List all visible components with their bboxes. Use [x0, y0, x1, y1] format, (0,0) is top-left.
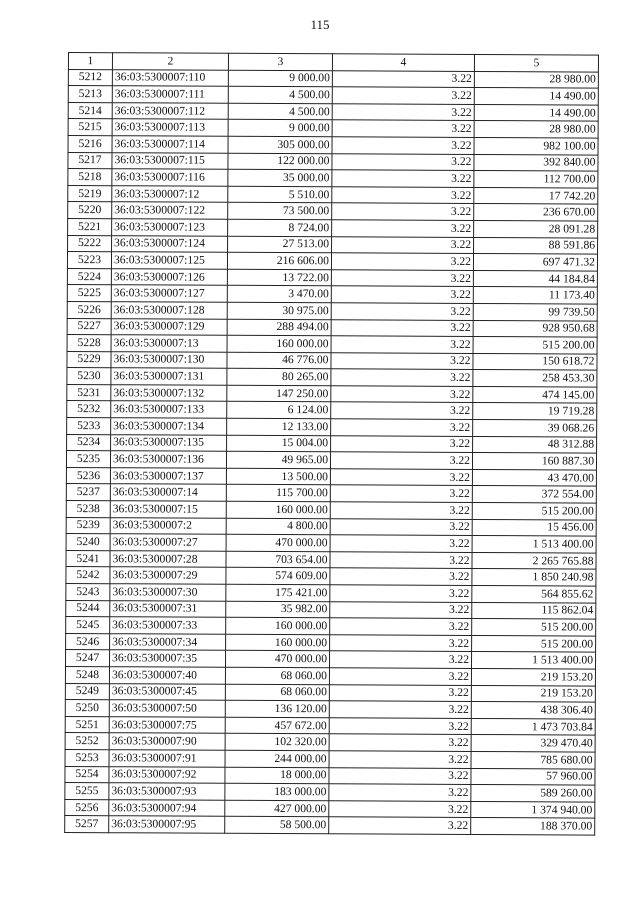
value-cell: 18 000.00: [225, 767, 329, 784]
amount-cell: 115 862.04: [472, 602, 596, 619]
column-header-2: 2: [112, 53, 228, 70]
value-cell: 8 724.00: [228, 219, 332, 236]
rate-cell: 3.22: [331, 253, 473, 270]
row-number-cell: 5239: [66, 517, 110, 534]
row-number-cell: 5234: [67, 434, 111, 451]
row-number-cell: 5212: [68, 69, 112, 86]
amount-cell: 17 742.20: [474, 187, 598, 204]
rate-cell: 3.22: [330, 618, 472, 635]
rate-cell: 3.22: [332, 203, 474, 220]
cadastral-number-cell: 36:03:5300007:130: [111, 351, 227, 368]
row-number-cell: 5240: [66, 534, 110, 551]
rate-cell: 3.22: [330, 552, 472, 569]
value-cell: 46 776.00: [227, 352, 331, 369]
rate-cell: 3.22: [332, 70, 474, 87]
row-number-cell: 5231: [67, 384, 111, 401]
row-number-cell: 5233: [67, 418, 111, 435]
cadastral-number-cell: 36:03:5300007:93: [109, 783, 225, 800]
row-number-cell: 5215: [68, 119, 112, 136]
rate-cell: 3.22: [331, 402, 473, 419]
value-cell: 305 000.00: [228, 136, 332, 153]
cadastral-number-cell: 36:03:5300007:34: [110, 633, 226, 650]
row-number-cell: 5224: [67, 268, 111, 285]
column-header-5: 5: [474, 54, 598, 71]
row-number-cell: 5227: [67, 318, 111, 335]
amount-cell: 372 554.00: [472, 486, 596, 503]
amount-cell: 329 470.40: [471, 735, 595, 752]
amount-cell: 188 370.00: [471, 818, 595, 835]
value-cell: 122 000.00: [228, 153, 332, 170]
cadastral-number-cell: 36:03:5300007:127: [111, 285, 227, 302]
value-cell: 183 000.00: [225, 783, 329, 800]
value-cell: 160 000.00: [226, 634, 330, 651]
amount-cell: 88 591.86: [474, 237, 598, 254]
amount-cell: 515 200.00: [472, 503, 596, 520]
cadastral-number-cell: 36:03:5300007:14: [110, 484, 226, 501]
cadastral-number-cell: 36:03:5300007:115: [112, 152, 228, 169]
table-row: [65, 816, 595, 835]
value-cell: 4 800.00: [226, 518, 330, 535]
amount-cell: 44 184.84: [473, 270, 597, 287]
value-cell: 102 320.00: [225, 734, 329, 751]
rate-cell: 3.22: [331, 369, 473, 386]
cadastral-number-cell: 36:03:5300007:27: [110, 534, 226, 551]
cadastral-number-cell: 36:03:5300007:110: [112, 69, 228, 86]
cadastral-number-cell: 36:03:5300007:30: [110, 584, 226, 601]
row-number-cell: 5217: [68, 152, 112, 169]
rate-cell: 3.22: [330, 535, 472, 552]
row-number-cell: 5253: [65, 749, 109, 766]
value-cell: 13 722.00: [227, 269, 331, 286]
amount-cell: 515 200.00: [473, 337, 597, 354]
cadastral-number-cell: 36:03:5300007:13: [111, 335, 227, 352]
row-number-cell: 5214: [68, 102, 112, 119]
table-body: [65, 69, 599, 835]
amount-cell: 112 700.00: [474, 171, 598, 188]
cadastral-number-cell: 36:03:5300007:131: [111, 368, 227, 385]
amount-cell: 19 719.28: [473, 403, 597, 420]
amount-cell: 392 840.00: [474, 154, 598, 171]
value-cell: 175 421.00: [226, 584, 330, 601]
rate-cell: 3.22: [329, 701, 471, 718]
page-number: 115: [310, 17, 330, 32]
rate-cell: 3.22: [329, 751, 471, 768]
cadastral-number-cell: 36:03:5300007:116: [112, 169, 228, 186]
value-cell: 68 060.00: [225, 667, 329, 684]
value-cell: 58 500.00: [225, 817, 329, 834]
amount-cell: 150 618.72: [473, 353, 597, 370]
cadastral-number-cell: 36:03:5300007:35: [109, 650, 225, 667]
row-number-cell: 5236: [66, 467, 110, 484]
amount-cell: 57 960.00: [471, 768, 595, 785]
value-cell: 470 000.00: [225, 651, 329, 668]
value-cell: 147 250.00: [227, 385, 331, 402]
column-header-4: 4: [332, 54, 474, 71]
rate-cell: 3.22: [329, 784, 471, 801]
value-cell: 4 500.00: [228, 86, 332, 103]
value-cell: 27 513.00: [228, 236, 332, 253]
amount-cell: 99 739.50: [473, 303, 597, 320]
row-number-cell: 5218: [68, 169, 112, 186]
amount-cell: 928 950.68: [473, 320, 597, 337]
amount-cell: 1 513 400.00: [472, 536, 596, 553]
cadastral-number-cell: 36:03:5300007:31: [110, 600, 226, 617]
rate-cell: 3.22: [329, 718, 471, 735]
rate-cell: 3.22: [330, 469, 472, 486]
amount-cell: 219 153.20: [471, 668, 595, 685]
cadastral-number-cell: 36:03:5300007:125: [111, 252, 227, 269]
amount-cell: 1 473 703.84: [471, 718, 595, 735]
rate-cell: 3.22: [331, 286, 473, 303]
rate-cell: 3.22: [331, 435, 473, 452]
rate-cell: 3.22: [332, 87, 474, 104]
amount-cell: 1 850 240.98: [472, 569, 596, 586]
cadastral-number-cell: 36:03:5300007:95: [109, 816, 225, 833]
amount-cell: 474 145.00: [473, 386, 597, 403]
amount-cell: 39 068.26: [473, 420, 597, 437]
rate-cell: 3.22: [330, 601, 472, 618]
row-number-cell: 5222: [68, 235, 112, 252]
rate-cell: 3.22: [331, 386, 473, 403]
value-cell: 35 982.00: [226, 601, 330, 618]
rate-cell: 3.22: [332, 153, 474, 170]
cadastral-number-cell: 36:03:5300007:122: [112, 202, 228, 219]
value-cell: 136 120.00: [225, 700, 329, 717]
rate-cell: 3.22: [331, 419, 473, 436]
row-number-cell: 5257: [65, 816, 109, 833]
value-cell: 80 265.00: [227, 369, 331, 386]
cadastral-number-cell: 36:03:5300007:40: [109, 667, 225, 684]
rate-cell: 3.22: [331, 303, 473, 320]
amount-cell: 11 173.40: [473, 287, 597, 304]
row-number-cell: 5228: [67, 335, 111, 352]
rate-cell: 3.22: [330, 452, 472, 469]
cadastral-number-cell: 36:03:5300007:114: [112, 136, 228, 153]
value-cell: 9 000.00: [228, 120, 332, 137]
value-cell: 288 494.00: [227, 319, 331, 336]
cadastral-number-cell: 36:03:5300007:133: [111, 401, 227, 418]
value-cell: 5 510.00: [228, 186, 332, 203]
cadastral-number-cell: 36:03:5300007:111: [112, 86, 228, 103]
row-number-cell: 5230: [67, 368, 111, 385]
rate-cell: 3.22: [332, 120, 474, 137]
row-number-cell: 5245: [66, 617, 110, 634]
cadastral-number-cell: 36:03:5300007:132: [111, 385, 227, 402]
amount-cell: 515 200.00: [472, 619, 596, 636]
row-number-cell: 5232: [67, 401, 111, 418]
row-number-cell: 5246: [66, 633, 110, 650]
amount-cell: 589 260.00: [471, 785, 595, 802]
cadastral-number-cell: 36:03:5300007:75: [109, 716, 225, 733]
row-number-cell: 5252: [65, 733, 109, 750]
row-number-cell: 5241: [66, 550, 110, 567]
row-number-cell: 5243: [66, 583, 110, 600]
value-cell: 216 606.00: [227, 252, 331, 269]
cadastral-number-cell: 36:03:5300007:134: [111, 418, 227, 435]
value-cell: 244 000.00: [225, 750, 329, 767]
data-table: [64, 52, 599, 835]
rate-cell: 3.22: [329, 801, 471, 818]
value-cell: 9 000.00: [228, 70, 332, 87]
cadastral-number-cell: 36:03:5300007:92: [109, 766, 225, 783]
row-number-cell: 5216: [68, 135, 112, 152]
amount-cell: 697 471.32: [473, 254, 597, 271]
cadastral-number-cell: 36:03:5300007:50: [109, 700, 225, 717]
value-cell: 470 000.00: [226, 534, 330, 551]
value-cell: 35 000.00: [228, 169, 332, 186]
value-cell: 115 700.00: [226, 485, 330, 502]
rate-cell: 3.22: [330, 585, 472, 602]
amount-cell: 43 470.00: [472, 469, 596, 486]
cadastral-number-cell: 36:03:5300007:113: [112, 119, 228, 136]
cadastral-number-cell: 36:03:5300007:137: [110, 468, 226, 485]
rate-cell: 3.22: [330, 568, 472, 585]
row-number-cell: 5229: [67, 351, 111, 368]
row-number-cell: 5254: [65, 766, 109, 783]
rate-cell: 3.22: [330, 502, 472, 519]
amount-cell: 258 453.30: [473, 370, 597, 387]
rate-cell: 3.22: [330, 518, 472, 535]
amount-cell: 28 980.00: [474, 121, 598, 138]
value-cell: 160 000.00: [226, 617, 330, 634]
row-number-cell: 5238: [66, 501, 110, 518]
amount-cell: 236 670.00: [474, 204, 598, 221]
row-number-cell: 5250: [65, 700, 109, 717]
cadastral-number-cell: 36:03:5300007:33: [110, 617, 226, 634]
rate-cell: 3.22: [329, 817, 471, 834]
rate-cell: 3.22: [329, 767, 471, 784]
rate-cell: 3.22: [331, 336, 473, 353]
cadastral-number-cell: 36:03:5300007:129: [111, 318, 227, 335]
rate-cell: 3.22: [332, 137, 474, 154]
amount-cell: 2 265 765.88: [472, 552, 596, 569]
value-cell: 6 124.00: [227, 402, 331, 419]
rate-cell: 3.22: [331, 319, 473, 336]
cadastral-number-cell: 36:03:5300007:126: [111, 268, 227, 285]
value-cell: 15 004.00: [227, 435, 331, 452]
value-cell: 68 060.00: [225, 684, 329, 701]
row-number-cell: 5226: [67, 301, 111, 318]
value-cell: 574 609.00: [226, 568, 330, 585]
row-number-cell: 5221: [68, 218, 112, 235]
value-cell: 160 000.00: [226, 501, 330, 518]
rate-cell: 3.22: [330, 485, 472, 502]
amount-cell: 515 200.00: [472, 635, 596, 652]
rate-cell: 3.22: [329, 668, 471, 685]
value-cell: 73 500.00: [228, 203, 332, 220]
rate-cell: 3.22: [331, 270, 473, 287]
rate-cell: 3.22: [332, 187, 474, 204]
rate-cell: 3.22: [329, 651, 471, 668]
value-cell: 160 000.00: [227, 335, 331, 352]
rate-cell: 3.22: [330, 635, 472, 652]
value-cell: 4 500.00: [228, 103, 332, 120]
rate-cell: 3.22: [329, 734, 471, 751]
row-number-cell: 5249: [65, 683, 109, 700]
row-number-cell: 5223: [67, 252, 111, 269]
value-cell: 457 672.00: [225, 717, 329, 734]
amount-cell: 28 091.28: [474, 220, 598, 237]
value-cell: 703 654.00: [226, 551, 330, 568]
cadastral-number-cell: 36:03:5300007:128: [111, 302, 227, 319]
rate-cell: 3.22: [331, 352, 473, 369]
value-cell: 49 965.00: [226, 452, 330, 469]
cadastral-number-cell: 36:03:5300007:136: [110, 451, 226, 468]
row-number-cell: 5225: [67, 285, 111, 302]
amount-cell: 48 312.88: [473, 436, 597, 453]
document-sheet: [64, 52, 598, 835]
amount-cell: 14 490.00: [474, 88, 598, 105]
cadastral-number-cell: 36:03:5300007:124: [112, 235, 228, 252]
row-number-cell: 5220: [68, 202, 112, 219]
value-cell: 13 500.00: [226, 468, 330, 485]
row-number-cell: 5244: [66, 600, 110, 617]
amount-cell: 219 153.20: [471, 685, 595, 702]
cadastral-number-cell: 36:03:5300007:90: [109, 733, 225, 750]
row-number-cell: 5247: [65, 650, 109, 667]
row-number-cell: 5248: [65, 666, 109, 683]
column-header-1: 1: [68, 53, 112, 70]
rate-cell: 3.22: [332, 236, 474, 253]
rate-cell: 3.22: [332, 104, 474, 121]
amount-cell: 982 100.00: [474, 137, 598, 154]
cadastral-number-cell: 36:03:5300007:45: [109, 683, 225, 700]
amount-cell: 1 513 400.00: [471, 652, 595, 669]
value-cell: 12 133.00: [227, 418, 331, 435]
amount-cell: 1 374 940.00: [471, 801, 595, 818]
cadastral-number-cell: 36:03:5300007:123: [112, 219, 228, 236]
cadastral-number-cell: 36:03:5300007:12: [112, 185, 228, 202]
cadastral-number-cell: 36:03:5300007:91: [109, 750, 225, 767]
row-number-cell: 5242: [66, 567, 110, 584]
row-number-cell: 5251: [65, 716, 109, 733]
amount-cell: 160 887.30: [472, 453, 596, 470]
amount-cell: 14 490.00: [474, 104, 598, 121]
value-cell: 30 975.00: [227, 302, 331, 319]
amount-cell: 564 855.62: [472, 585, 596, 602]
value-cell: 3 470.00: [227, 286, 331, 303]
cadastral-number-cell: 36:03:5300007:28: [110, 551, 226, 568]
amount-cell: 785 680.00: [471, 751, 595, 768]
row-number-cell: 5213: [68, 86, 112, 103]
row-number-cell: 5235: [66, 451, 110, 468]
row-number-cell: 5237: [66, 484, 110, 501]
cadastral-number-cell: 36:03:5300007:15: [110, 501, 226, 518]
row-number-cell: 5256: [65, 799, 109, 816]
column-header-3: 3: [228, 53, 332, 70]
value-cell: 427 000.00: [225, 800, 329, 817]
rate-cell: 3.22: [329, 684, 471, 701]
row-number-cell: 5255: [65, 783, 109, 800]
cadastral-number-cell: 36:03:5300007:135: [111, 434, 227, 451]
cadastral-number-cell: 36:03:5300007:29: [110, 567, 226, 584]
amount-cell: 28 980.00: [474, 71, 598, 88]
amount-cell: 15 456.00: [472, 519, 596, 536]
cadastral-number-cell: 36:03:5300007:94: [109, 799, 225, 816]
amount-cell: 438 306.40: [471, 702, 595, 719]
rate-cell: 3.22: [332, 170, 474, 187]
cadastral-number-cell: 36:03:5300007:112: [112, 102, 228, 119]
row-number-cell: 5219: [68, 185, 112, 202]
cadastral-number-cell: 36:03:5300007:2: [110, 517, 226, 534]
rate-cell: 3.22: [332, 220, 474, 237]
